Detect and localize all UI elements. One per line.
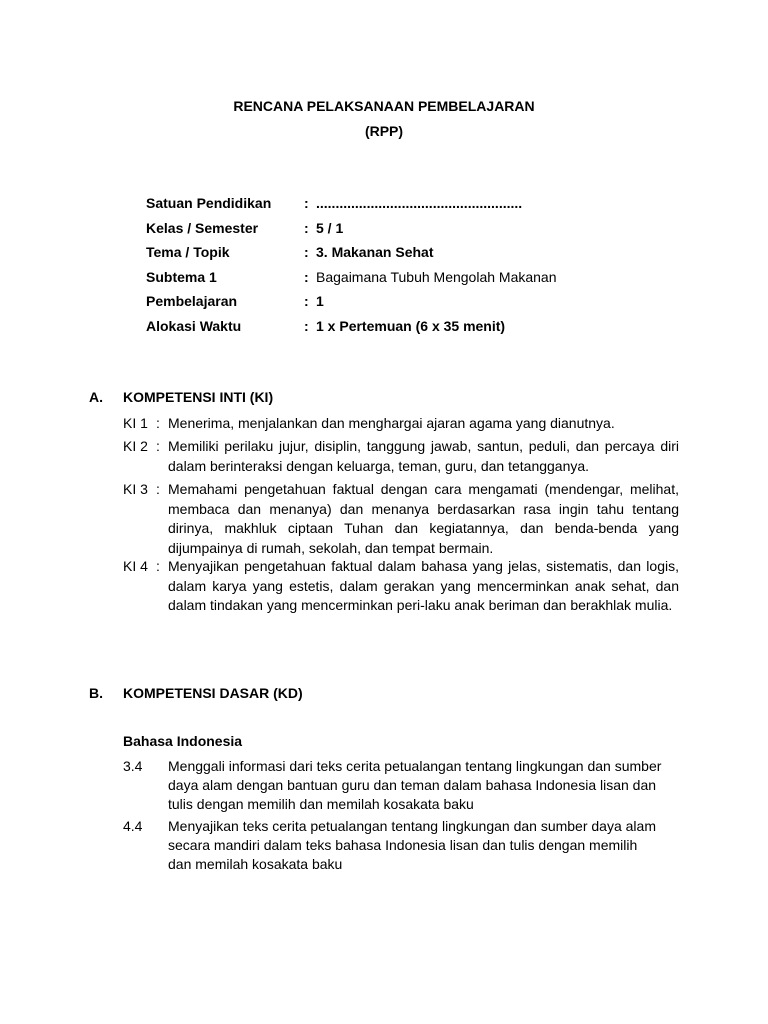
identity-colon: : bbox=[304, 244, 309, 260]
ki-item bbox=[123, 557, 679, 616]
subject-heading: Bahasa Indonesia bbox=[123, 733, 243, 749]
identity-value: Bagaimana Tubuh Mengolah Makanan bbox=[316, 268, 557, 285]
ki-code: KI 4 bbox=[123, 558, 148, 574]
document-subtitle: (RPP) bbox=[364, 123, 404, 139]
identity-value: ..................................................... bbox=[316, 195, 523, 211]
identity-label: Tema / Topik bbox=[146, 244, 230, 260]
kd-text: Menggali informasi dari teks cerita petualangan tentang lingkungan dan sumber daya alam dengan bantuan guru dan teman dalam bahasa Indonesia lisan dan tulis dengan memilih dan memilah kosakata baku bbox=[168, 758, 662, 812]
identity-label: Satuan Pendidikan bbox=[146, 195, 272, 211]
section-b-heading: KOMPETENSI DASAR (KD) bbox=[123, 685, 303, 701]
ki-separator: : bbox=[156, 415, 160, 431]
kd-item bbox=[123, 817, 663, 874]
identity-colon: : bbox=[304, 293, 309, 309]
ki-separator: : bbox=[156, 481, 160, 497]
identity-colon: : bbox=[304, 268, 309, 285]
identity-colon: : bbox=[304, 219, 309, 236]
identity-value: 1 x Pertemuan (6 x 35 menit) bbox=[316, 317, 506, 334]
ki-text: Menyajikan pengetahuan faktual dalam bahasa yang jelas, sistematis, dan logis, dalam karya yang estetis, dalam gerakan yang mencerminkan anak sehat, dan dalam tindakan yang mencerminkan peri-laku anak beriman dan berakhlak mulia. bbox=[168, 558, 679, 613]
section-a-heading: KOMPETENSI INTI (KI) bbox=[123, 389, 274, 405]
ki-text: Memiliki perilaku jujur, disiplin, tanggung jawab, santun, peduli, dan percaya diri dalam berinteraksi dengan keluarga, teman, guru, dan tetangganya. bbox=[168, 438, 679, 474]
identity-value: 1 bbox=[316, 293, 324, 309]
identity-label: Alokasi Waktu bbox=[146, 317, 242, 334]
document-title: RENCANA PELAKSANAAN PEMBELAJARAN bbox=[233, 98, 535, 114]
ki-text: Memahami pengetahuan faktual dengan cara mengamati (mendengar, melihat, membaca dan menanya) dan menanya berdasarkan rasa ingin tahu tentang dirinya, makhluk ciptaan Tuhan dan kegiatannya, dan benda-benda yang dijumpainya di rumah, sekolah, dan tempat bermain. bbox=[168, 481, 679, 556]
section-a-letter: A. bbox=[89, 389, 103, 405]
identity-label: Pembelajaran bbox=[146, 293, 238, 309]
identity-colon: : bbox=[304, 317, 309, 334]
ki-code: KI 1 bbox=[123, 415, 148, 431]
identity-label: Kelas / Semester bbox=[146, 219, 259, 236]
section-b-letter: B. bbox=[89, 685, 103, 701]
ki-separator: : bbox=[156, 558, 160, 574]
ki-item bbox=[123, 480, 679, 558]
kd-item bbox=[123, 757, 663, 814]
ki-item bbox=[123, 437, 679, 476]
kd-text: Menyajikan teks cerita petualangan tentang lingkungan dan sumber daya alam secara mandiri dalam teks bahasa Indonesia lisan dan tulis dengan memilih dan memilah kosakata baku bbox=[168, 818, 656, 872]
ki-code: KI 2 bbox=[123, 438, 148, 454]
kd-number: 4.4 bbox=[123, 818, 143, 834]
identity-colon: : bbox=[304, 195, 309, 211]
ki-text: Menerima, menjalankan dan menghargai ajaran agama yang dianutnya. bbox=[168, 415, 615, 431]
identity-value: 3. Makanan Sehat bbox=[316, 244, 434, 260]
kd-number: 3.4 bbox=[123, 758, 143, 774]
ki-item bbox=[123, 414, 679, 434]
identity-label: Subtema 1 bbox=[146, 268, 217, 285]
ki-separator: : bbox=[156, 438, 160, 454]
identity-value: 5 / 1 bbox=[316, 219, 344, 236]
ki-code: KI 3 bbox=[123, 481, 148, 497]
